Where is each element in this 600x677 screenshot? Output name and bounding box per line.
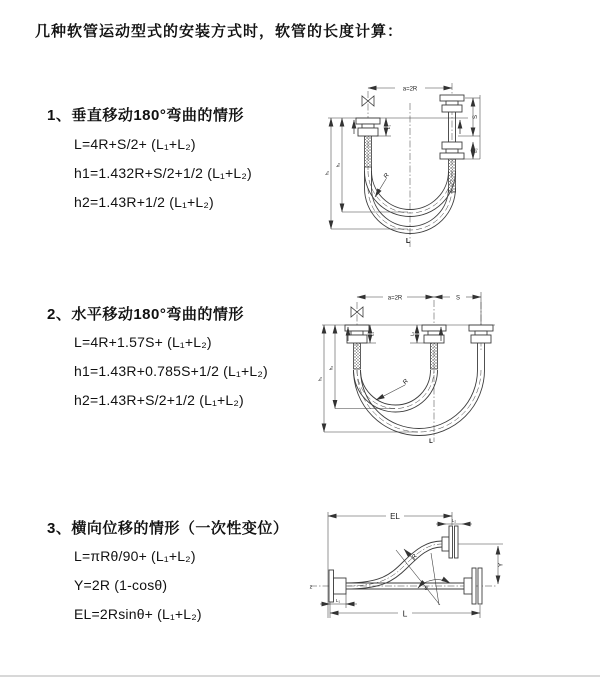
dim-label-l1: L₁: [370, 331, 376, 337]
section-2-formula-h1: h1=1.43R+0.785S+1/2 (L₁+L₂): [74, 363, 268, 379]
section-1-heading: 1、垂直移动180°弯曲的情形: [47, 107, 244, 124]
dim-label-l1: L₁: [387, 124, 392, 130]
dim-label-h2: h₂: [329, 365, 335, 371]
angle-construction: [396, 550, 450, 605]
dim-label-length: L: [402, 608, 408, 619]
section-1-formula-h1: h1=1.432R+S/2+1/2 (L₁+L₂): [74, 165, 252, 181]
flange-top: [442, 526, 458, 558]
flange-right: [464, 568, 482, 604]
diagram-horizontal-180-bend: [310, 282, 600, 452]
dim-label-l2: L₂: [410, 331, 416, 337]
axis-mark-label: z: [309, 584, 313, 591]
diagram-vertical-180-bend: [310, 75, 600, 265]
dimension-lines: [324, 292, 481, 432]
section-3-formula-L: L=πRθ/90+ (L₁+L₂): [74, 548, 196, 564]
dim-label-h1: h₁: [325, 170, 331, 176]
section-1-formula-h2: h2=1.43R+1/2 (L₁+L₂): [74, 194, 214, 210]
braided-hose-sections: [354, 343, 438, 369]
dim-label-l2: L₂: [451, 519, 457, 524]
dim-label-length: L: [429, 439, 433, 445]
dim-label-h2: h₂: [336, 162, 342, 168]
section-1-formula-L: L=4R+S/2+ (L₁+L₂): [74, 136, 196, 152]
section-2-formula-h2: h2=1.43R+S/2+1/2 (L₁+L₂): [74, 392, 244, 408]
dim-label-length: L: [405, 238, 411, 245]
dim-label-radius: R: [401, 377, 411, 387]
page-title: 几种软管运动型式的安装方式时，软管的长度计算：: [35, 23, 404, 40]
flange-fitting-left: [356, 118, 380, 136]
section-3-formula-EL: EL=2Rsinθ+ (L₁+L₂): [74, 606, 202, 622]
section-3-formula-Y: Y=2R (1-cosθ): [74, 577, 168, 593]
dim-label-s: S: [455, 295, 461, 302]
hose-curves: [354, 343, 485, 436]
flange-left: [329, 570, 346, 602]
centerlines: [357, 300, 481, 442]
dim-label-y: Y: [497, 562, 505, 568]
dim-label-h1: h₁: [318, 376, 324, 382]
dim-label-l2: L₂: [473, 148, 479, 153]
diagram-lateral-displacement: [300, 498, 600, 648]
dim-label-s: S: [472, 114, 479, 120]
dim-label-a2r: a=2R: [387, 295, 403, 302]
s-curve-hose: [346, 541, 442, 589]
section-2-formula-L: L=4R+1.57S+ (L₁+L₂): [74, 334, 212, 350]
dim-label-l1: L₁: [335, 599, 341, 604]
dim-label-radius: R: [382, 172, 391, 181]
dim-label-radius: R: [410, 553, 419, 562]
dim-label-a2r: a=2R: [402, 86, 418, 93]
dim-label-theta: θ: [424, 586, 428, 592]
section-3-heading: 3、横向位移的情形（一次性变位）: [47, 520, 289, 537]
dim-label-el: EL: [390, 512, 400, 521]
flange-fittings: [345, 325, 493, 343]
section-2-heading: 2、水平移动180°弯曲的情形: [47, 306, 244, 323]
